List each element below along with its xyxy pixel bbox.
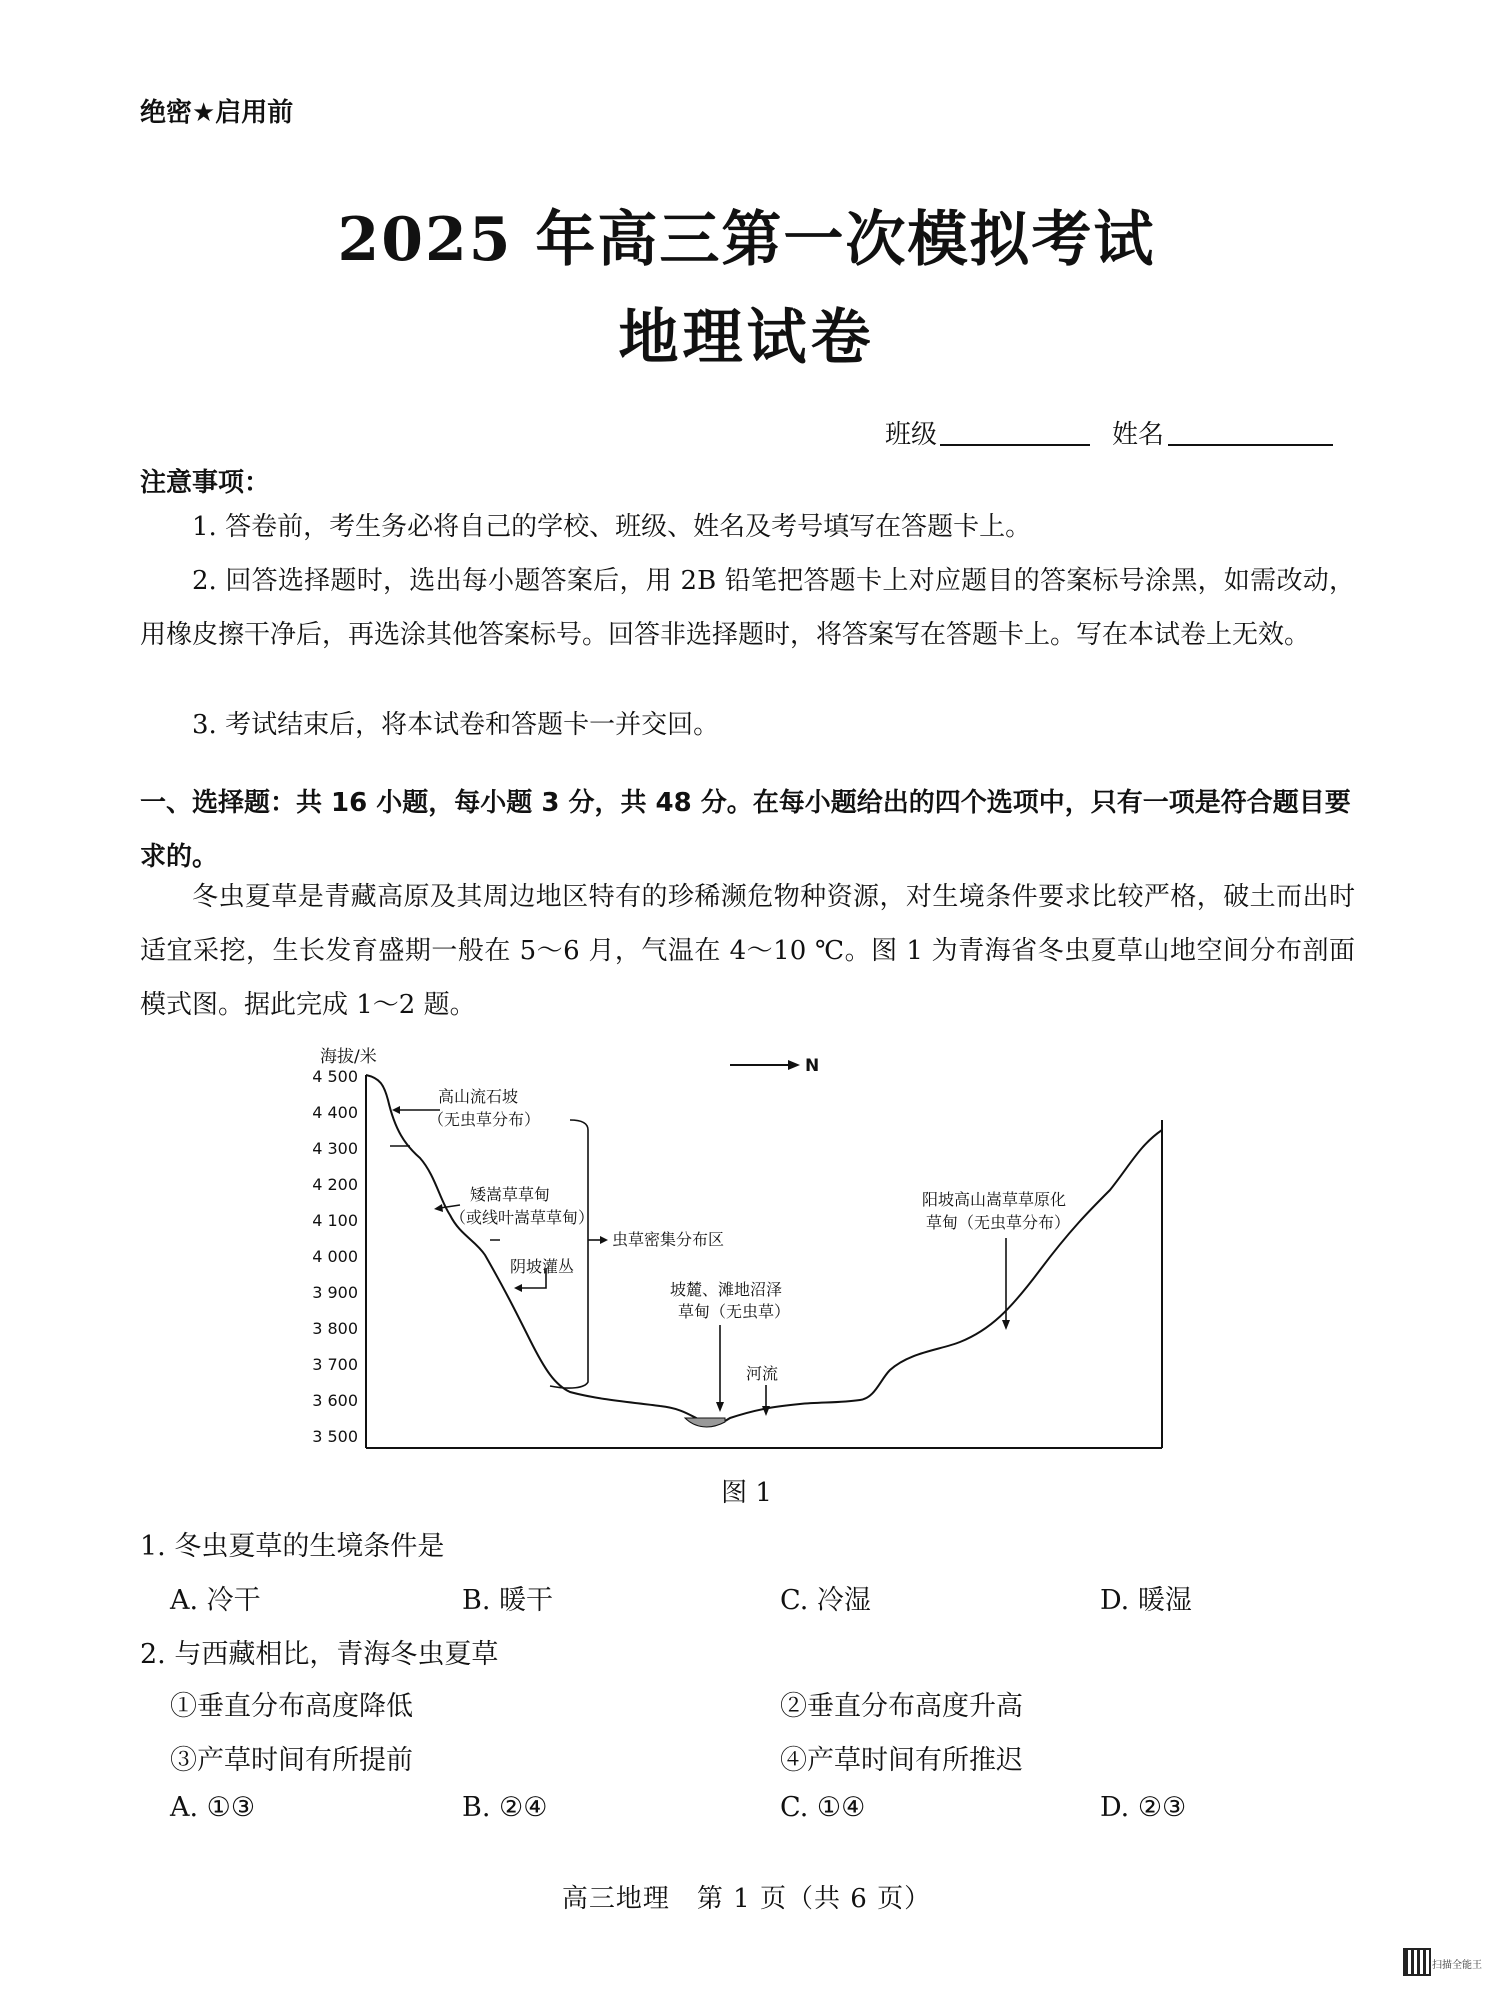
- name-blank[interactable]: [1168, 414, 1333, 446]
- q1-option-b[interactable]: B. 暖干: [462, 1585, 554, 1616]
- meadow-label-sub: （或线叶嵩草草甸）: [450, 1208, 595, 1227]
- sunny-slope-arrow-head: [1002, 1320, 1010, 1330]
- name-label: 姓名: [1112, 420, 1165, 450]
- q1-option-a[interactable]: A. 冷干: [170, 1585, 261, 1616]
- elevation-profile-figure: [300, 1040, 1180, 1460]
- q2-option-b[interactable]: B. ②④: [462, 1792, 548, 1823]
- sunny-slope-label-sub: 草甸（无虫草分布）: [926, 1213, 1071, 1232]
- y-tick-label: 4 200: [312, 1175, 358, 1194]
- section-heading: [140, 776, 1355, 884]
- river-water: [685, 1418, 725, 1427]
- y-tick-label: 4 500: [312, 1067, 358, 1086]
- question-1-stem: 1. 冬虫夏草的生境条件是: [140, 1531, 445, 1562]
- class-blank[interactable]: [940, 414, 1090, 446]
- shrub-arrow-head: [514, 1284, 522, 1292]
- notes-title: 注意事项：: [140, 468, 271, 498]
- y-axis-title: 海拔/米: [320, 1047, 377, 1067]
- y-tick-labels: [312, 1067, 358, 1446]
- q2-statement-1: ①垂直分布高度降低: [170, 1691, 413, 1722]
- q2-option-c[interactable]: C. ①④: [780, 1792, 866, 1823]
- marsh-arrow-head: [716, 1402, 724, 1412]
- y-tick-label: 4 000: [312, 1247, 358, 1266]
- subject-title: 地理试卷: [618, 303, 875, 373]
- river-arrow-head: [762, 1406, 770, 1416]
- scree-arrow-head: [392, 1106, 400, 1114]
- q2-option-d[interactable]: D. ②③: [1100, 1792, 1187, 1823]
- dense-zone-arrow-head: [600, 1236, 608, 1244]
- scanner-qr-code: [1403, 1948, 1431, 1976]
- dense-zone-label: 虫草密集分布区: [612, 1230, 725, 1249]
- q1-option-c[interactable]: C. 冷湿: [780, 1585, 871, 1616]
- figure-caption: 图 1: [721, 1478, 772, 1508]
- note-item-1: 1. 答卷前，考生务必将自己的学校、班级、姓名及考号填写在答题卡上。: [192, 512, 1032, 542]
- y-tick-label: 4 300: [312, 1139, 358, 1158]
- meadow-label: 矮嵩草草甸: [470, 1185, 551, 1204]
- y-tick-label: 3 900: [312, 1283, 358, 1302]
- sunny-slope-label: 阳坡高山嵩草草原化: [922, 1190, 1067, 1209]
- q2-statement-3: ③产草时间有所提前: [170, 1745, 413, 1776]
- confidential-mark: 绝密★启用前: [140, 98, 294, 128]
- class-label: 班级: [885, 420, 938, 450]
- scree-label-sub: （无虫草分布）: [428, 1110, 541, 1129]
- page-footer: 高三地理 第 1 页（共 6 页）: [561, 1884, 932, 1914]
- marsh-label-sub: 草甸（无虫草）: [678, 1302, 791, 1321]
- q2-statement-2: ②垂直分布高度升高: [780, 1691, 1023, 1722]
- q1-option-d[interactable]: D. 暖湿: [1100, 1585, 1192, 1616]
- q2-statement-4: ④产草时间有所推迟: [780, 1745, 1023, 1776]
- question-intro: 冬虫夏草是青藏高原及其周边地区特有的珍稀濒危物种资源，对生境条件要求比较严格，破土而出时适宜采挖，生长发育盛期一般在 5～6 月，气温在 4～10 ℃。图 1 为青海省冬虫夏草山地空间分布剖面模式图。据此完成 1～2 题。: [140, 882, 1355, 1020]
- y-tick-label: 3 600: [312, 1391, 358, 1410]
- shrub-label: 阴坡灌丛: [510, 1257, 575, 1276]
- note-item-3: 3. 考试结束后，将本试卷和答题卡一并交回。: [192, 710, 720, 740]
- dense-zone-bracket: [390, 1120, 588, 1388]
- meadow-arrow-head: [434, 1204, 443, 1212]
- north-arrow-head: [788, 1060, 800, 1070]
- note-item-2: 2. 回答选择题时，选出每小题答案后，用 2B 铅笔把答题卡上对应题目的答案标号涂黑，如需改动，用橡皮擦干净后，再选涂其他答案标号。回答非选择题时，将答案写在答题卡上。写在本试卷上无效。: [140, 566, 1355, 650]
- exam-title: 2025 年高三第一次模拟考试: [337, 205, 1156, 275]
- question-2-stem: 2. 与西藏相比，青海冬虫夏草: [140, 1639, 499, 1670]
- y-tick-label: 3 800: [312, 1319, 358, 1338]
- marsh-label: 坡麓、滩地沼泽: [670, 1280, 783, 1299]
- scree-label: 高山流石坡: [438, 1087, 519, 1106]
- y-tick-label: 4 100: [312, 1211, 358, 1230]
- scanner-watermark: 扫描全能王: [1432, 1960, 1482, 1971]
- y-tick-label: 3 500: [312, 1427, 358, 1446]
- north-label: N: [805, 1056, 820, 1076]
- y-tick-label: 4 400: [312, 1103, 358, 1122]
- y-tick-label: 3 700: [312, 1355, 358, 1374]
- section-heading-text: 一、选择题：共 16 小题，每小题 3 分，共 48 分。在每小题给出的四个选项中，只有一项是符合题目要求的。: [140, 788, 1351, 872]
- q2-option-a[interactable]: A. ①③: [170, 1792, 256, 1823]
- river-label: 河流: [746, 1364, 779, 1383]
